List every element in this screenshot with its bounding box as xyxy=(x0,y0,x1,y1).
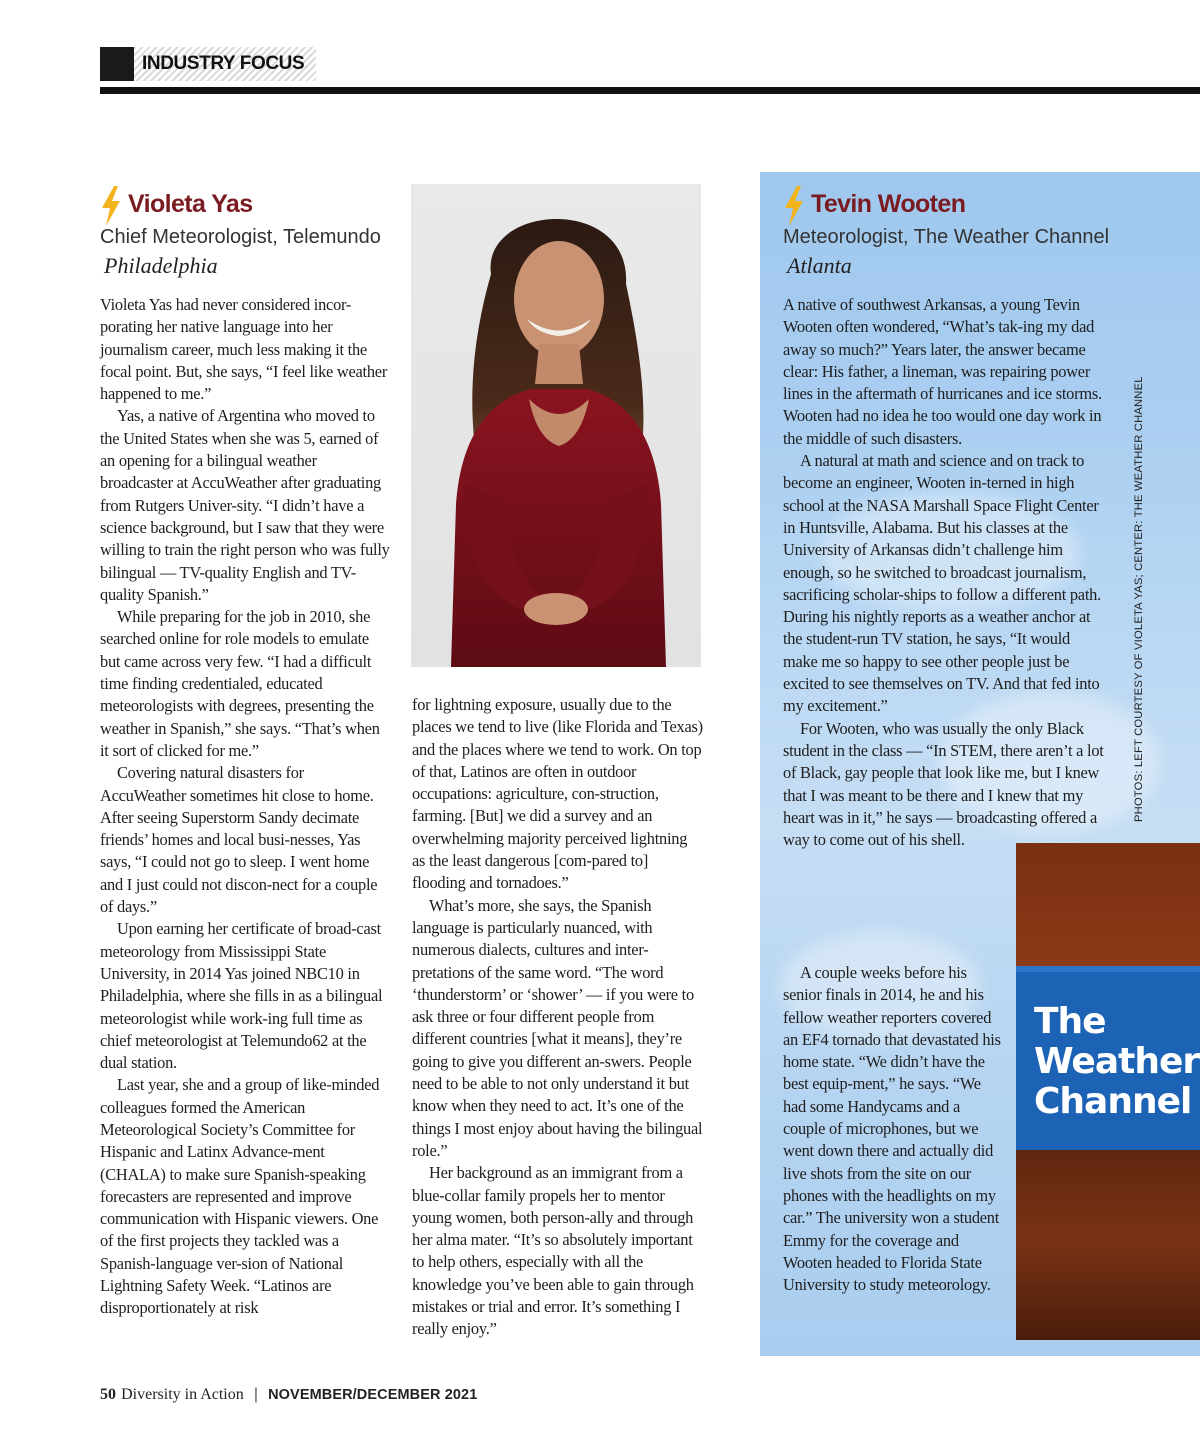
portrait-photo-yas xyxy=(411,184,701,667)
profile-city: Philadelphia xyxy=(104,253,218,278)
article-column-1 xyxy=(100,294,390,1320)
paragraph: For Wooten, who was usually the only Black student in the class — “In STEM, there aren’t a lot of Black, gay people that look like me, but I knew that I was meant to be there and I knew that my heart was in it,” he says — broadcasting offered a way to come out of his shell. xyxy=(783,718,1104,850)
page-number: 50 xyxy=(100,1386,116,1403)
weather-channel-sign xyxy=(1016,966,1200,1150)
paragraph: Violeta Yas had never considered incor-porating her native language into her journalism career, much less making it the focal point. But, she says, “I feel like weather happened to me.” xyxy=(100,295,388,404)
article-column-3 xyxy=(783,294,1105,851)
issue-date: NOVEMBER/DECEMBER 2021 xyxy=(268,1387,478,1403)
lightning-bolt-icon xyxy=(100,186,122,226)
article-column-3-continued xyxy=(783,962,1005,1296)
article-column-2 xyxy=(412,694,704,1341)
profile-title: Meteorologist, The Weather Channel xyxy=(783,226,1110,248)
section-marker xyxy=(100,47,134,81)
portrait-illustration xyxy=(411,184,701,667)
profile-city: Atlanta xyxy=(787,253,852,278)
paragraph: Upon earning her certificate of broad-cast meteorology from Mississippi State University, in 2014 Yas joined NBC10 in Philadelphia, where she fills in as a bilingual meteorologist while work-ing full time as chief meteorologist at Telemundo62 at the dual station. xyxy=(100,919,383,1073)
magazine-name: Diversity in Action xyxy=(121,1386,244,1403)
footer-separator: | xyxy=(253,1386,258,1403)
paragraph: Yas, a native of Argentina who moved to the United States when she was 5, earned of an opening for a bilingual weather broadcaster at AccuWeather after graduating from Rutgers Univer-sity. “I didn’t have a science background, but I saw that they were willing to train the right person who was fully bilingual — TV-quality English and TV-quality Spanish.” xyxy=(100,406,390,604)
paragraph: While preparing for the job in 2010, she searched online for role models to emulate but came across very few. “I had a difficult time finding credentialed, educated meteorologists with degrees, presenting the weather in Spanish,” she says. “That’s when it sort of clicked for me.” xyxy=(100,607,380,760)
profile-head-wooten xyxy=(783,190,1143,282)
weather-channel-logo-text: The Weather Channel xyxy=(1034,1001,1200,1122)
profile-head-yas xyxy=(100,190,400,282)
photo-credit: PHOTOS: LEFT COURTESY OF VIOLETA YAS; CENTER: THE WEATHER CHANNEL xyxy=(1133,376,1145,822)
paragraph: Last year, she and a group of like-minded colleagues formed the American Meteorological Society’s Committee for Hispanic and Latinx Advance-ment (CHALA) to make sure Spanish-speaking forecasters are represented and improve communication with Hispanic viewers. One of the first projects they tackled was a Spanish-language ver-sion of National Lightning Safety Week. “Latinos are disproportionately at risk xyxy=(100,1075,380,1318)
profile-name: Tevin Wooten xyxy=(811,190,966,218)
profile-title: Chief Meteorologist, Telemundo xyxy=(100,226,381,248)
paragraph: A couple weeks before his senior finals in 2014, he and his fellow weather reporters covered an EF4 tornado that devastated his home state. “We didn’t have the best equip-ment,” he says. “We had some Handycams and a couple of microphones, but we went down there and actually did live shots from the site on our phones with the headlights on my car.” The university won a student Emmy for the coverage and Wooten headed to Florida State University to study meteorology. xyxy=(783,963,1001,1295)
section-label: INDUSTRY FOCUS xyxy=(134,47,316,81)
paragraph: Her background as an immigrant from a blue-collar family propels her to mentor young women, both person-ally and through her alma mater. “It’s so absolutely important to help others, especially with all the knowledge you’ve been able to gain through mistakes or trial and error. It’s something I really enjoy.” xyxy=(412,1163,694,1339)
header-rule xyxy=(100,87,1200,94)
weather-channel-photo xyxy=(1016,843,1200,1340)
page-footer xyxy=(100,1384,477,1404)
section-header xyxy=(100,46,320,82)
paragraph: for lightning exposure, usually due to the places we tend to live (like Florida and Texas) and the places where we tend to work. On top of that, Latinos are often in outdoor occupations: agriculture, con-struction, farming. [But] we did a survey and an overwhelming majority perceived lightning as the least dangerous [com-pared to] flooding and tornadoes.” xyxy=(412,695,703,893)
lightning-bolt-icon xyxy=(783,186,805,226)
paragraph: What’s more, she says, the Spanish language is particularly nuanced, with numerous dialects, cultures and inter-pretations of the same word. “The word ‘thunderstorm’ or ‘shower’ — if you were to ask three or four different people from different countries [what it means], they’re going to give you different an-swers. People need to be able to not only understand it but know when they need to act. It’s one of the things I most enjoy about having the bilingual role.” xyxy=(412,895,703,1160)
paragraph: A natural at math and science and on track to become an engineer, Wooten in-terned in high school at the NASA Marshall Space Flight Center in Huntsville, Alabama. But his classes at the University of Arkansas didn’t challenge him enough, so he switched to broadcast journalism, sacrificing scholar-ships to follow a different path. During his nightly reports as a weather anchor at the student-run TV station, he says, “It would make me so happy to see other people just be excited to see themselves on TV. And that fed into my excitement.” xyxy=(783,451,1101,716)
paragraph: Covering natural disasters for AccuWeather sometimes hit close to home. After seeing Superstorm Sandy decimate friends’ homes and local busi-nesses, Yas says, “I could not go to sleep. I went home and I just could not discon-nect for a couple of days.” xyxy=(100,763,378,917)
paragraph: A native of southwest Arkansas, a young Tevin Wooten often wondered, “What’s tak-ing my dad away so much?” Years later, the answer became clear: His father, a lineman, was repairing power lines in the aftermath of hurricanes and ice storms. Wooten had no idea he too would one day work in the middle of such disasters. xyxy=(783,295,1102,448)
profile-name: Violeta Yas xyxy=(128,190,253,218)
